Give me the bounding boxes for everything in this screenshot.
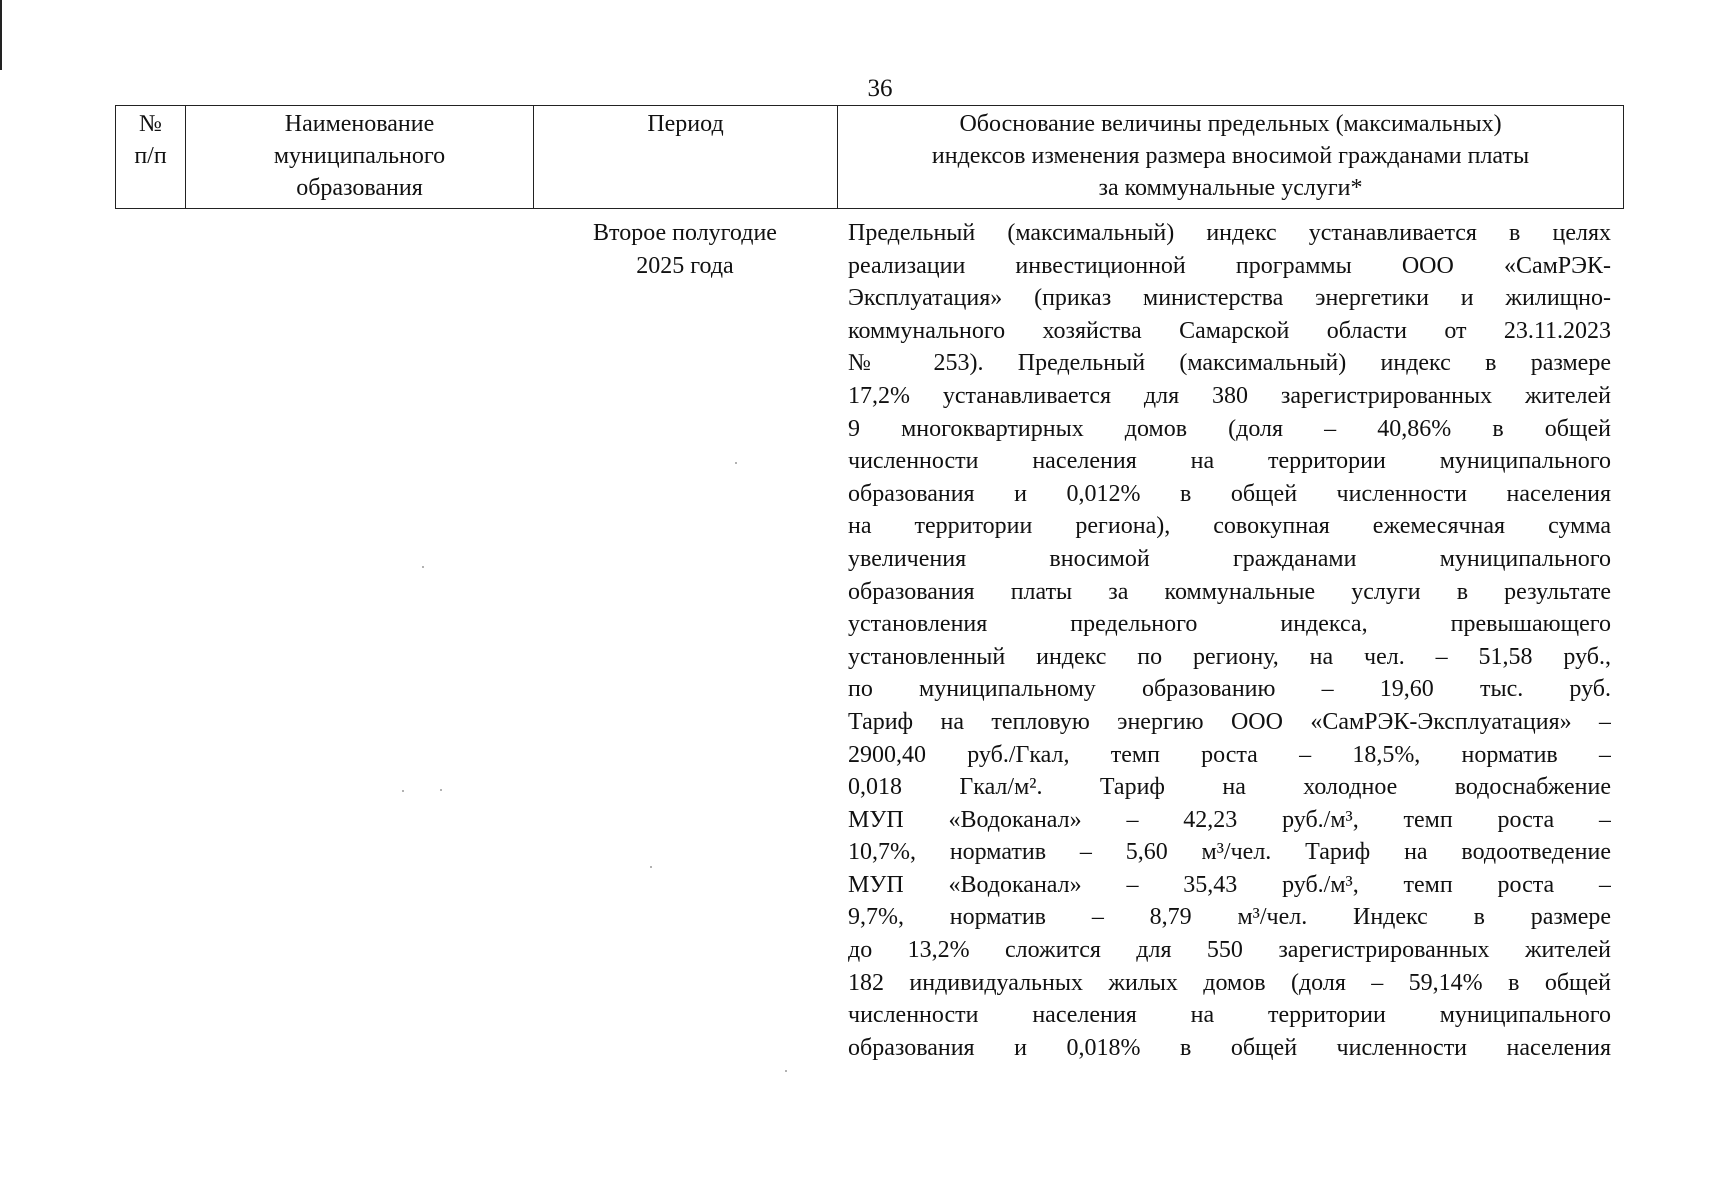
basis-text-line (848, 641, 1611, 674)
basis-text-line (848, 510, 1611, 543)
basis-text-line-content: образования и 0,018% в общей численности населения (848, 1034, 1611, 1061)
basis-text-line (848, 478, 1611, 511)
row-period-cell (560, 217, 810, 282)
scan-speck (440, 789, 442, 791)
basis-text-line-content: 17,2% устанавливается для 380 зарегистрированных жителей (848, 382, 1611, 409)
basis-text-line (848, 673, 1611, 706)
row-period-line2: 2025 года (636, 252, 734, 279)
basis-text-line (848, 804, 1611, 837)
basis-text-line-content: образования платы за коммунальные услуги в результате (848, 578, 1611, 605)
basis-text-line-content: численности населения на территории муниципального (848, 448, 1611, 475)
basis-text-line-content: увеличения вносимой гражданами муниципального (848, 545, 1611, 572)
basis-text-line (848, 706, 1611, 739)
basis-text-line (848, 543, 1611, 576)
basis-text-line (848, 999, 1611, 1032)
header-basis-line3: за коммунальные услуги* (1098, 175, 1363, 201)
basis-text-line (848, 1032, 1611, 1065)
basis-text-line-content: Тариф на тепловую энергию ООО «СамРЭК-Эксплуатация» – (848, 708, 1611, 735)
header-cell-municipality (186, 106, 534, 209)
basis-text-line (848, 836, 1611, 869)
header-basis-line1: Обоснование величины предельных (максимальных) (959, 111, 1502, 137)
basis-text-line-content: МУП «Водоканал» – 35,43 руб./м³, темп роста – (848, 871, 1611, 898)
basis-text-line (848, 445, 1611, 478)
header-cell-number (116, 106, 186, 209)
basis-text-line-content: 10,7%, норматив – 5,60 м³/чел. Тариф на водоотведение (848, 839, 1611, 866)
header-municipality-line2: муниципального (273, 143, 446, 169)
basis-text-line-content: численности населения на территории муниципального (848, 1002, 1611, 1029)
header-number-line1: № (139, 111, 162, 137)
basis-text-line-content: МУП «Водоканал» – 42,23 руб./м³, темп роста – (848, 806, 1611, 833)
basis-text-line-content: 9 многоквартирных домов (доля – 40,86% в общей (848, 415, 1611, 442)
basis-text-line-content: на территории региона), совокупная ежемесячная сумма (848, 513, 1611, 540)
basis-text-line-content: 2900,40 руб./Гкал, темп роста – 18,5%, норматив – (848, 741, 1611, 768)
header-municipality-line3: образования (296, 175, 423, 201)
basis-text-line-content: образования и 0,012% в общей численности населения (848, 480, 1611, 507)
basis-text-line-content: реализации инвестиционной программы ООО «СамРЭК- (848, 252, 1611, 279)
basis-text-line-content: 182 индивидуальных жилых домов (доля – 59,14% в общей (848, 969, 1611, 996)
basis-text-line (848, 934, 1611, 967)
row-basis-text (848, 217, 1611, 1067)
basis-text-line (848, 347, 1611, 380)
scan-speck (650, 866, 652, 868)
basis-text-line-content: до 13,2% сложится для 550 зарегистрированных жителей (848, 937, 1611, 964)
basis-text-line (848, 217, 1611, 250)
scan-speck (402, 790, 404, 792)
header-cell-period (534, 106, 838, 209)
basis-text-line (848, 901, 1611, 934)
header-basis-line2: индексов изменения размера вносимой гражданами платы (931, 143, 1530, 169)
header-cell-basis (838, 106, 1624, 209)
scan-speck (785, 1070, 787, 1072)
basis-text-line (848, 771, 1611, 804)
basis-text-line-content: Эксплуатация» (приказ министерства энергетики и жилищно- (848, 285, 1611, 312)
basis-text-line-content: установленный индекс по региону, на чел. – 51,58 руб., (848, 643, 1611, 670)
scan-edge-mark (0, 0, 2, 70)
scan-speck (735, 462, 737, 464)
basis-text-line (848, 576, 1611, 609)
basis-text-line (848, 250, 1611, 283)
basis-text-line-content: 0,018 Гкал/м². Тариф на холодное водоснабжение (848, 774, 1611, 801)
basis-text-line (848, 739, 1611, 772)
basis-text-line-content: установления предельного индекса, превышающего (848, 611, 1611, 638)
basis-text-line-content: Предельный (максимальный) индекс устанавливается в целях (848, 220, 1611, 246)
basis-text-line-content: № 253). Предельный (максимальный) индекс в размере (848, 350, 1611, 377)
basis-text-line-content: по муниципальному образованию – 19,60 тыс. руб. (848, 676, 1611, 703)
basis-text-line (848, 869, 1611, 902)
header-municipality-line1: Наименование (284, 111, 435, 137)
basis-text-line (848, 315, 1611, 348)
header-period-label: Период (647, 111, 724, 137)
basis-text-line (848, 282, 1611, 315)
scan-speck (422, 566, 424, 568)
basis-text-line-content: 9,7%, норматив – 8,79 м³/чел. Индекс в размере (848, 904, 1611, 931)
header-number-line2: п/п (134, 143, 167, 169)
row-period-line1: Второе полугодие (593, 220, 777, 246)
basis-text-line (848, 380, 1611, 413)
page-number: 36 (867, 75, 893, 102)
basis-text-line-content: коммунального хозяйства Самарской области от 23.11.2023 (848, 317, 1611, 344)
basis-text-line (848, 608, 1611, 641)
basis-text-line (848, 413, 1611, 446)
table-header (115, 105, 1624, 209)
basis-text-line (848, 967, 1611, 1000)
